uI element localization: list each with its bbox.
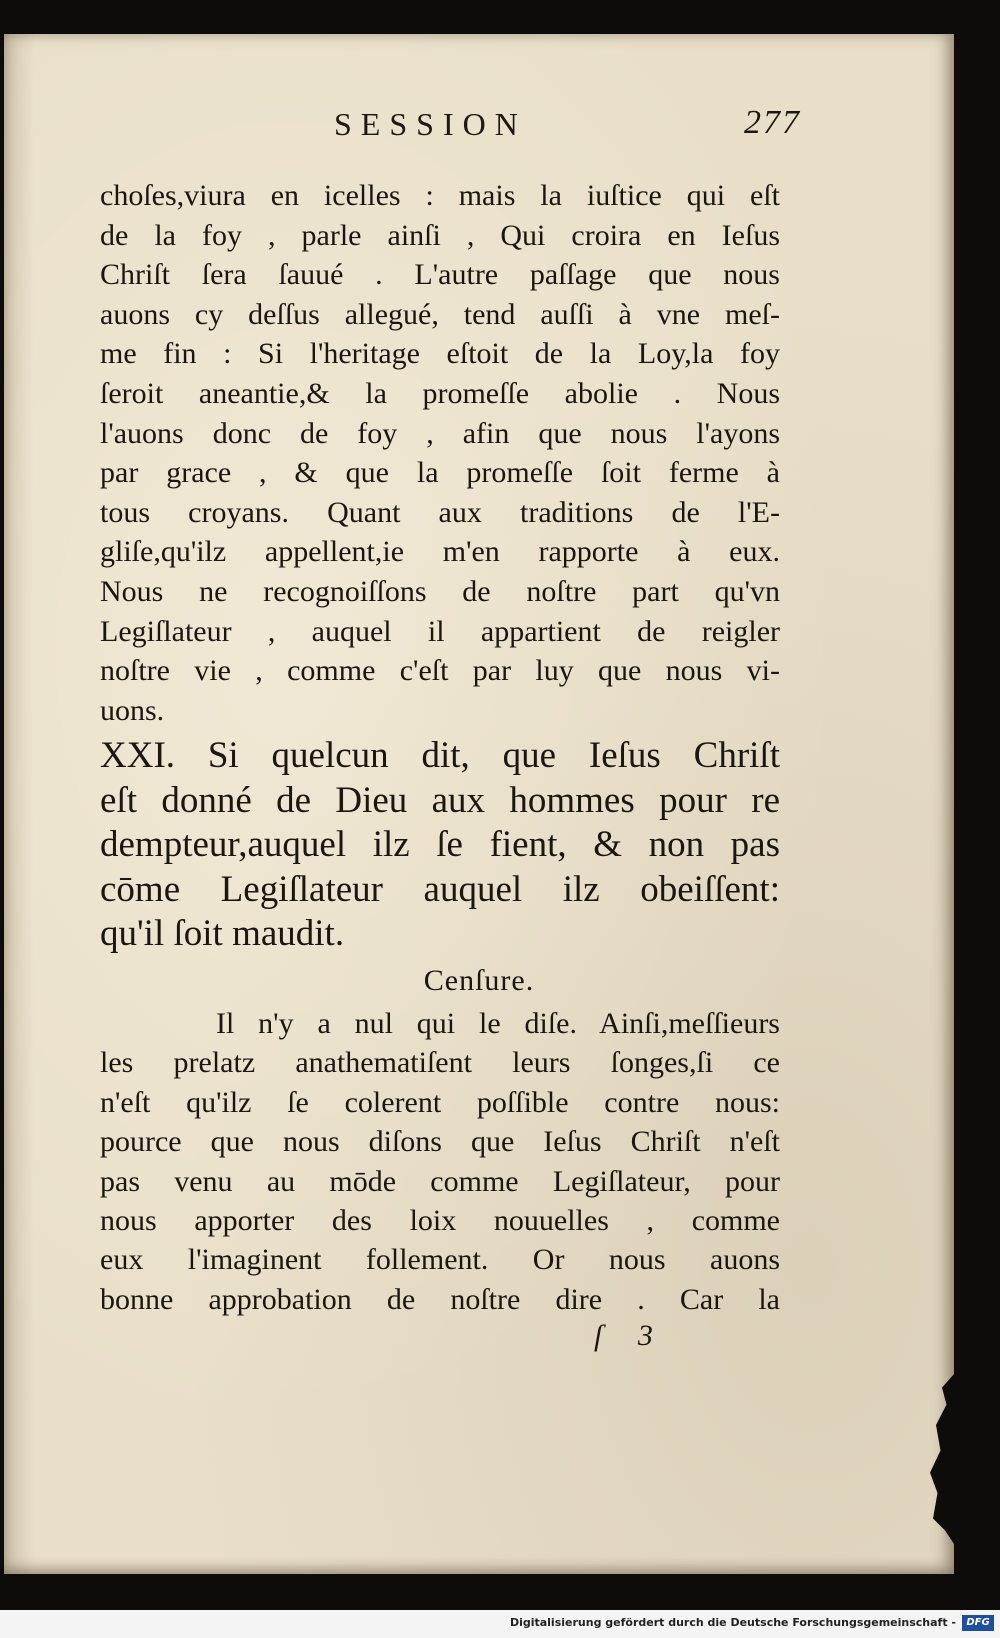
text-line: noſtre vie , comme c'eſt par luy que nous vi- xyxy=(100,654,780,688)
footer-bar xyxy=(0,1610,1000,1638)
text-line: de la foy , parle ainſi , Qui croira en Ieſus xyxy=(100,218,780,252)
article-line: dempteur,auquel ilz ſe fient, & non pas xyxy=(100,824,780,865)
text-line: Nous ne recognoiſſons de noſtre part qu'vn xyxy=(100,574,780,608)
signature-mark: ſ 3 xyxy=(594,1319,667,1352)
text-line: les prelatz anathematiſent leurs ſonges,ſi ce xyxy=(100,1046,780,1080)
text-line: par grace , & que la promeſſe ſoit ferme à xyxy=(100,456,780,490)
body-paragraph-2 xyxy=(100,1004,780,1319)
article-xxi xyxy=(100,734,780,957)
funding-credit: Digitalisierung gefördert durch die Deutsche Forschungsgemeinschaft - xyxy=(509,1616,956,1629)
dfg-logo-icon: DFG xyxy=(962,1615,994,1631)
text-line: tous croyans. Quant aux traditions de l'E- xyxy=(100,495,780,529)
running-head xyxy=(4,104,954,154)
text-line: Il n'y a nul qui le diſe. Ainſi,meſſieurs xyxy=(216,1007,780,1040)
text-line: Legiſlateur , auquel il appartient de reigler xyxy=(100,614,780,648)
text-line: nous apporter des loix nouuelles , comme xyxy=(100,1203,780,1237)
text-line: gliſe,qu'ilz appellent,ie m'en rapporte à eux. xyxy=(100,535,780,569)
text-line: Chriſt ſera ſauué . L'autre paſſage que nous xyxy=(100,258,780,292)
text-line: n'eſt qu'ilz ſe colerent poſſible contre nous: xyxy=(100,1085,780,1119)
text-line: eux l'imaginent follement. Or nous auons xyxy=(100,1243,780,1277)
text-line: l'auons donc de foy , afin que nous l'ayons xyxy=(100,416,780,450)
text-line: pas venu au mōde comme Legiſlateur, pour xyxy=(100,1164,780,1198)
article-line: XXI. Si quelcun dit, que Ieſus Chriſt xyxy=(100,735,780,776)
body-paragraph-1 xyxy=(100,176,780,730)
text-line: auons cy deſſus allegué, tend auſſi à vne meſ- xyxy=(100,297,780,331)
running-head-title: SESSION xyxy=(334,106,527,142)
article-line: qu'il ſoit maudit. xyxy=(100,913,345,954)
text-line: choſes,viura en icelles : mais la iuſtice qui eſt xyxy=(100,179,780,212)
text-line: uons. xyxy=(100,693,165,727)
book-page xyxy=(4,34,954,1574)
text-line: ſeroit aneantie,& la promeſſe abolie . Nous xyxy=(100,376,780,410)
page-edge-damage xyxy=(924,1374,954,1544)
text-line: me fin : Si l'heritage eſtoit de la Loy,la foy xyxy=(100,337,780,371)
page-number: 277 xyxy=(744,104,801,141)
text-line: bonne approbation de noſtre dire . Car la xyxy=(100,1282,780,1316)
censure-heading: Cenſure. xyxy=(423,964,535,997)
article-line: eſt donné de Dieu aux hommes pour re xyxy=(100,779,780,821)
article-line: cōme Legiſlateur auquel ilz obeiſſent: xyxy=(100,868,780,910)
text-line: pource que nous diſons que Ieſus Chriſt n'eſt xyxy=(100,1125,780,1159)
